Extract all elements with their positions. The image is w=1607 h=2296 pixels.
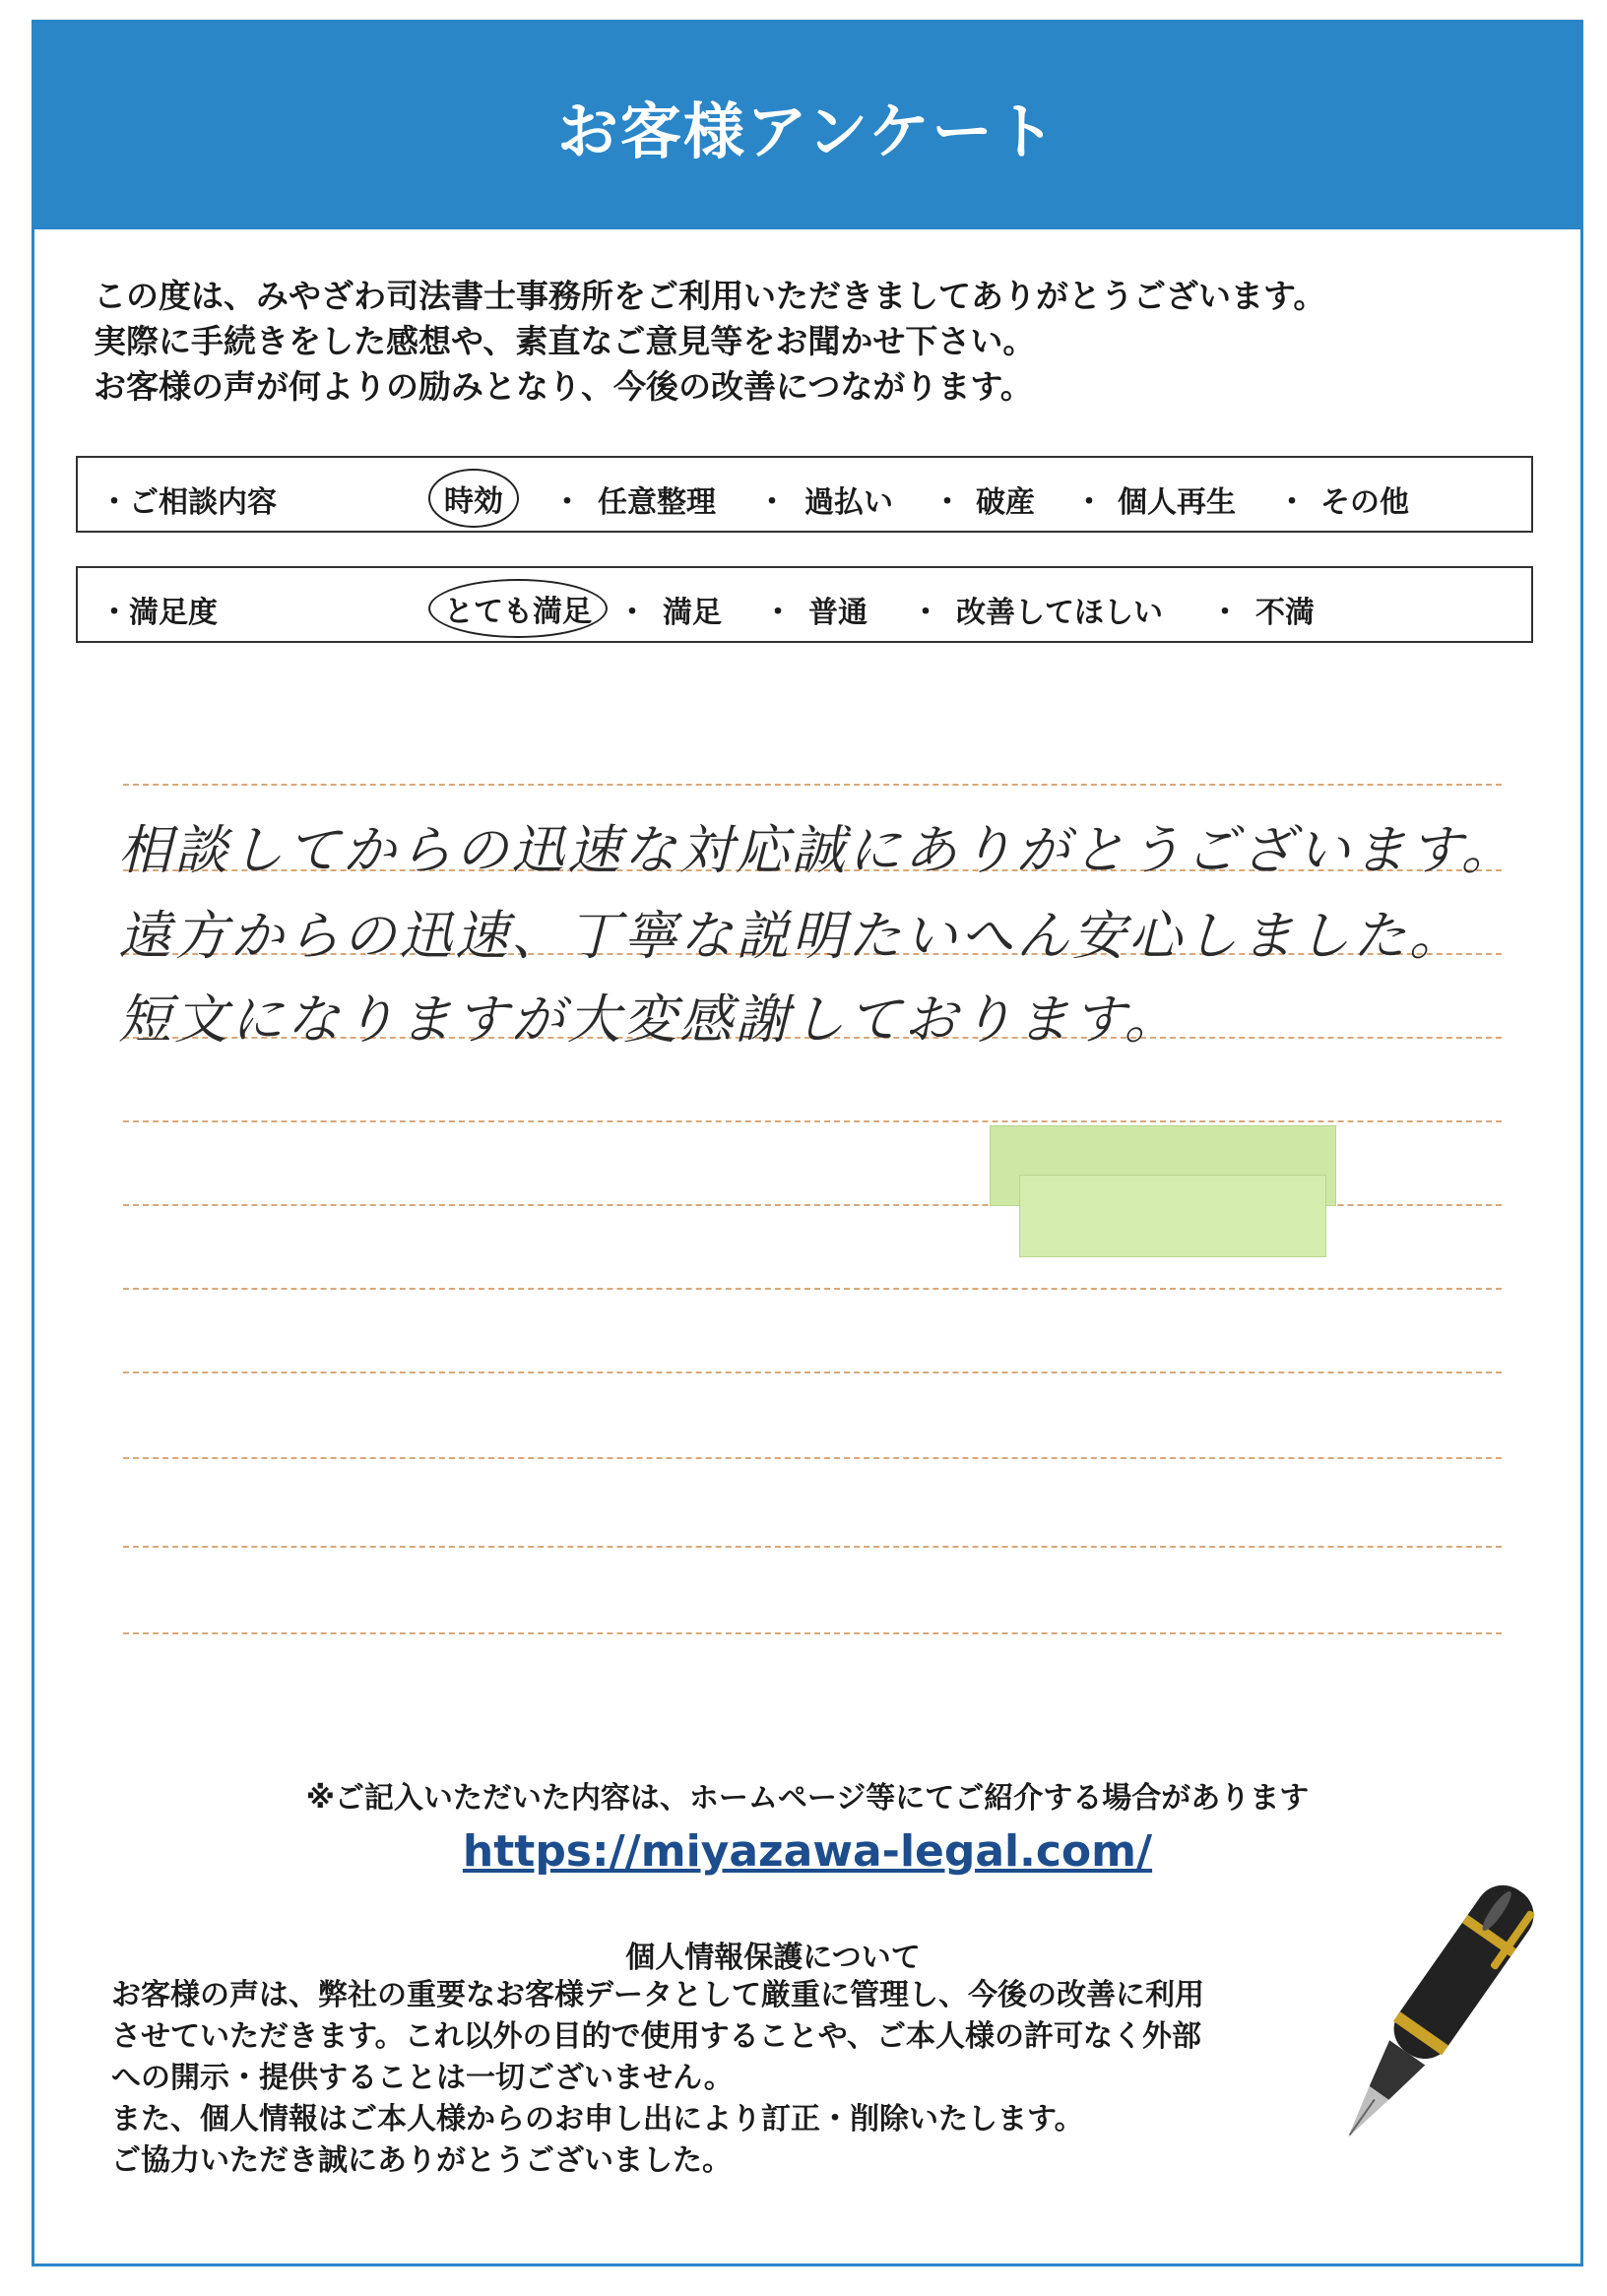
- handwritten-comment-line: 相談してからの迅速な対応誠にありがとうございます。: [118, 819, 1517, 881]
- privacy-line: また、個人情報はご本人様からのお申し出により訂正・削除いたします。: [111, 2102, 1084, 2137]
- rule-line: [123, 1457, 1502, 1459]
- survey-sheet: [32, 20, 1583, 2266]
- separator-dot: ・: [1074, 485, 1104, 520]
- consultation-option[interactable]: 任意整理: [598, 485, 716, 520]
- fountain-pen-icon: [1305, 1854, 1561, 2179]
- separator-dot: ・: [911, 596, 940, 630]
- consultation-option-selected[interactable]: 時効: [428, 469, 519, 528]
- consultation-label: ・ご相談内容: [99, 485, 277, 520]
- satisfaction-option[interactable]: 改善してほしい: [956, 596, 1163, 630]
- rule-line: [123, 1288, 1502, 1290]
- intro-text: [94, 274, 1531, 410]
- separator-dot: ・: [1210, 596, 1240, 630]
- rule-line: [123, 1371, 1502, 1373]
- privacy-line: ご協力いただき誠にありがとうございました。: [111, 2143, 732, 2178]
- separator-dot: ・: [763, 596, 793, 630]
- separator-dot: ・: [1277, 485, 1307, 520]
- separator-dot: ・: [617, 596, 647, 630]
- intro-line: この度は、みやざわ司法書士事務所をご利用いただきましてありがとうございます。: [94, 277, 1326, 315]
- handwritten-comment-line: 遠方からの迅速、丁寧な説明たいへん安心しました。: [118, 905, 1465, 967]
- privacy-heading: 個人情報保護について: [625, 1941, 921, 1975]
- publication-notice: ※ご記入いただいた内容は、ホームページ等にてご紹介する場合があります: [305, 1781, 1310, 1816]
- satisfaction-option[interactable]: 不満: [1255, 596, 1315, 630]
- header-banner: [34, 23, 1580, 229]
- page-title: お客様アンケート: [556, 95, 1059, 167]
- rule-line: [123, 1632, 1502, 1634]
- intro-line: 実際に手続きをした感想や、素直なご意見等をお聞かせ下さい。: [94, 322, 1036, 360]
- satisfaction-row: [76, 566, 1533, 643]
- website-link[interactable]: https://miyazawa-legal.com/: [462, 1826, 1153, 1877]
- satisfaction-option[interactable]: 満足: [663, 596, 722, 630]
- satisfaction-option[interactable]: 普通: [808, 596, 868, 630]
- rule-line: [123, 1546, 1502, 1548]
- rule-line: [123, 784, 1502, 786]
- satisfaction-option-selected[interactable]: とても満足: [428, 579, 608, 638]
- privacy-line: お客様の声は、弊社の重要なお客様データとして厳重に管理し、今後の改善に利用: [111, 1978, 1204, 2012]
- consultation-option[interactable]: 個人再生: [1118, 485, 1236, 520]
- rule-line: [123, 1120, 1502, 1122]
- sticky-note-redaction: [1019, 1175, 1326, 1257]
- consultation-option[interactable]: 破産: [976, 485, 1035, 520]
- privacy-text: [111, 1975, 1391, 2182]
- separator-dot: ・: [932, 485, 962, 520]
- consultation-row: [76, 456, 1533, 533]
- satisfaction-label: ・満足度: [99, 596, 218, 630]
- separator-dot: ・: [757, 485, 787, 520]
- consultation-option[interactable]: 過払い: [804, 485, 893, 520]
- handwritten-comment-line: 短文になりますが大変感謝しております。: [118, 989, 1181, 1051]
- privacy-line: への開示・提供することは一切ございません。: [111, 2061, 734, 2095]
- intro-line: お客様の声が何よりの励みとなり、今後の改善につながります。: [94, 367, 1033, 406]
- separator-dot: ・: [552, 485, 582, 520]
- privacy-line: させていただきます。これ以外の目的で使用することや、ご本人様の許可なく外部: [111, 2019, 1201, 2054]
- consultation-option[interactable]: その他: [1320, 485, 1409, 520]
